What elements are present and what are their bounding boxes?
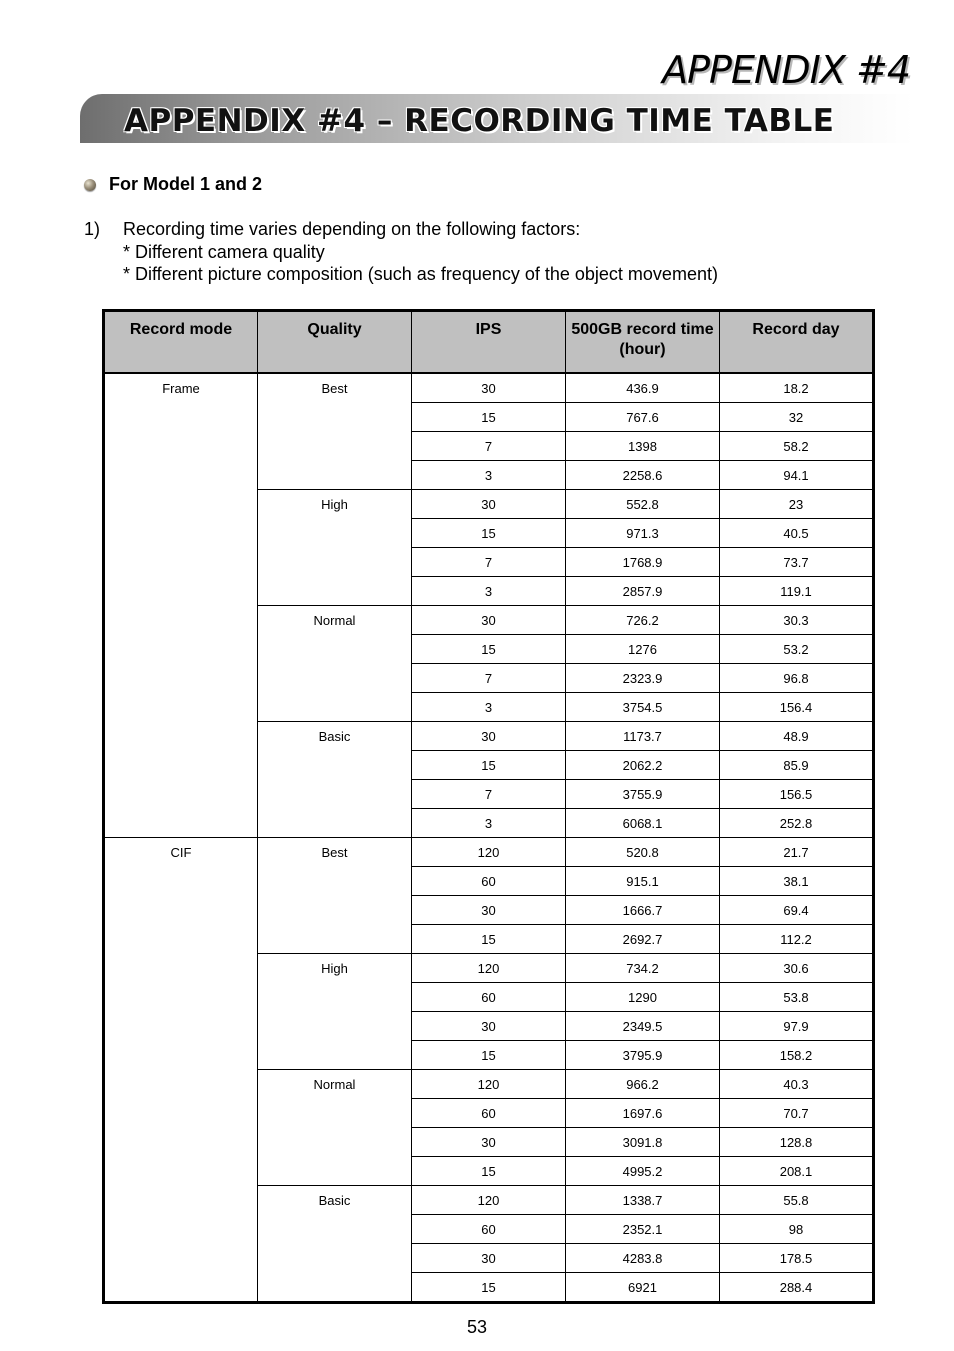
record-day-cell: 69.4 [720, 896, 874, 925]
ips-cell: 15 [412, 1041, 566, 1070]
record-day-cell: 97.9 [720, 1012, 874, 1041]
ips-cell: 3 [412, 693, 566, 722]
record-time-cell: 2857.9 [566, 577, 720, 606]
record-time-cell: 2692.7 [566, 925, 720, 954]
bullet-icon [84, 179, 96, 191]
record-time-cell: 966.2 [566, 1070, 720, 1099]
ips-cell: 30 [412, 490, 566, 519]
record-day-cell: 30.6 [720, 954, 874, 983]
quality-cell: High [258, 954, 412, 1070]
ips-cell: 30 [412, 1012, 566, 1041]
ips-cell: 7 [412, 664, 566, 693]
ips-cell: 15 [412, 403, 566, 432]
record-day-cell: 40.5 [720, 519, 874, 548]
quality-cell: Best [258, 373, 412, 490]
record-time-cell: 915.1 [566, 867, 720, 896]
ips-cell: 60 [412, 1215, 566, 1244]
record-time-cell: 734.2 [566, 954, 720, 983]
note-line: Recording time varies depending on the following factors: [123, 219, 581, 239]
record-day-cell: 55.8 [720, 1186, 874, 1215]
quality-cell: Basic [258, 722, 412, 838]
record-time-cell: 1338.7 [566, 1186, 720, 1215]
record-time-cell: 1276 [566, 635, 720, 664]
record-time-cell: 1398 [566, 432, 720, 461]
record-time-cell: 2062.2 [566, 751, 720, 780]
record-time-cell: 6068.1 [566, 809, 720, 838]
record-day-cell: 208.1 [720, 1157, 874, 1186]
record-day-cell: 178.5 [720, 1244, 874, 1273]
record-mode-cell: Frame [104, 373, 258, 838]
quality-cell: Best [258, 838, 412, 954]
ips-cell: 120 [412, 1070, 566, 1099]
appendix-corner-title: APPENDIX #4 [662, 48, 910, 92]
record-day-cell: 40.3 [720, 1070, 874, 1099]
quality-cell: High [258, 490, 412, 606]
ips-cell: 15 [412, 1273, 566, 1303]
ips-cell: 15 [412, 925, 566, 954]
ips-cell: 15 [412, 751, 566, 780]
header-record-time: 500GB record time (hour) [566, 311, 720, 374]
record-time-cell: 2323.9 [566, 664, 720, 693]
ips-cell: 30 [412, 1244, 566, 1273]
ips-cell: 3 [412, 461, 566, 490]
record-time-cell: 4995.2 [566, 1157, 720, 1186]
recording-time-table [102, 309, 875, 1304]
header-record-day: Record day [720, 311, 874, 374]
record-mode-cell: CIF [104, 838, 258, 1303]
record-day-cell: 119.1 [720, 577, 874, 606]
ips-cell: 120 [412, 954, 566, 983]
record-time-cell: 1666.7 [566, 896, 720, 925]
record-time-cell: 4283.8 [566, 1244, 720, 1273]
page-number: 53 [466, 1317, 488, 1337]
record-time-cell: 1697.6 [566, 1099, 720, 1128]
record-time-cell: 6921 [566, 1273, 720, 1303]
ips-cell: 30 [412, 896, 566, 925]
record-time-cell: 2258.6 [566, 461, 720, 490]
table-header-row [104, 311, 874, 374]
record-time-cell: 3754.5 [566, 693, 720, 722]
record-day-cell: 18.2 [720, 373, 874, 403]
header-quality: Quality [258, 311, 412, 374]
record-day-cell: 30.3 [720, 606, 874, 635]
record-time-cell: 436.9 [566, 373, 720, 403]
record-time-cell: 726.2 [566, 606, 720, 635]
note-line: * Different camera quality [123, 241, 325, 262]
record-day-cell: 73.7 [720, 548, 874, 577]
record-day-cell: 98 [720, 1215, 874, 1244]
record-day-cell: 128.8 [720, 1128, 874, 1157]
table-row [104, 838, 874, 867]
ips-cell: 7 [412, 780, 566, 809]
page-title: APPENDIX #4 – RECORDING TIME TABLE [124, 103, 835, 139]
record-day-cell: 23 [720, 490, 874, 519]
table-row [104, 373, 874, 403]
record-time-cell: 767.6 [566, 403, 720, 432]
record-day-cell: 38.1 [720, 867, 874, 896]
record-time-cell: 1173.7 [566, 722, 720, 751]
ips-cell: 15 [412, 1157, 566, 1186]
record-time-cell: 1290 [566, 983, 720, 1012]
ips-cell: 120 [412, 838, 566, 867]
note-line: * Different picture composition (such as frequency of the object movement) [123, 264, 718, 284]
record-time-cell: 3795.9 [566, 1041, 720, 1070]
ips-cell: 3 [412, 577, 566, 606]
ips-cell: 60 [412, 867, 566, 896]
record-day-cell: 85.9 [720, 751, 874, 780]
quality-cell: Basic [258, 1186, 412, 1303]
record-time-cell: 2349.5 [566, 1012, 720, 1041]
section-heading [84, 174, 262, 195]
record-time-cell: 3091.8 [566, 1128, 720, 1157]
record-time-cell: 3755.9 [566, 780, 720, 809]
record-day-cell: 32 [720, 403, 874, 432]
ips-cell: 15 [412, 519, 566, 548]
record-day-cell: 96.8 [720, 664, 874, 693]
header-record-mode: Record mode [104, 311, 258, 374]
ips-cell: 30 [412, 606, 566, 635]
record-time-cell: 2352.1 [566, 1215, 720, 1244]
record-day-cell: 252.8 [720, 809, 874, 838]
record-time-cell: 552.8 [566, 490, 720, 519]
quality-cell: Normal [258, 1070, 412, 1186]
record-day-cell: 21.7 [720, 838, 874, 867]
ips-cell: 30 [412, 1128, 566, 1157]
note-number: 1) [84, 219, 101, 239]
record-day-cell: 112.2 [720, 925, 874, 954]
record-day-cell: 94.1 [720, 461, 874, 490]
ips-cell: 30 [412, 722, 566, 751]
record-day-cell: 48.9 [720, 722, 874, 751]
record-day-cell: 58.2 [720, 432, 874, 461]
record-day-cell: 288.4 [720, 1273, 874, 1303]
record-time-cell: 520.8 [566, 838, 720, 867]
table-body [104, 373, 874, 1303]
record-time-cell: 1768.9 [566, 548, 720, 577]
ips-cell: 60 [412, 983, 566, 1012]
ips-cell: 120 [412, 1186, 566, 1215]
quality-cell: Normal [258, 606, 412, 722]
record-day-cell: 158.2 [720, 1041, 874, 1070]
section-title: For Model 1 and 2 [109, 174, 263, 194]
ips-cell: 7 [412, 548, 566, 577]
record-day-cell: 70.7 [720, 1099, 874, 1128]
ips-cell: 3 [412, 809, 566, 838]
record-day-cell: 156.4 [720, 693, 874, 722]
ips-cell: 15 [412, 635, 566, 664]
record-day-cell: 53.8 [720, 983, 874, 1012]
ips-cell: 60 [412, 1099, 566, 1128]
record-day-cell: 53.2 [720, 635, 874, 664]
record-day-cell: 156.5 [720, 780, 874, 809]
record-time-cell: 971.3 [566, 519, 720, 548]
header-ips: IPS [412, 311, 566, 374]
ips-cell: 30 [412, 373, 566, 403]
ips-cell: 7 [412, 432, 566, 461]
